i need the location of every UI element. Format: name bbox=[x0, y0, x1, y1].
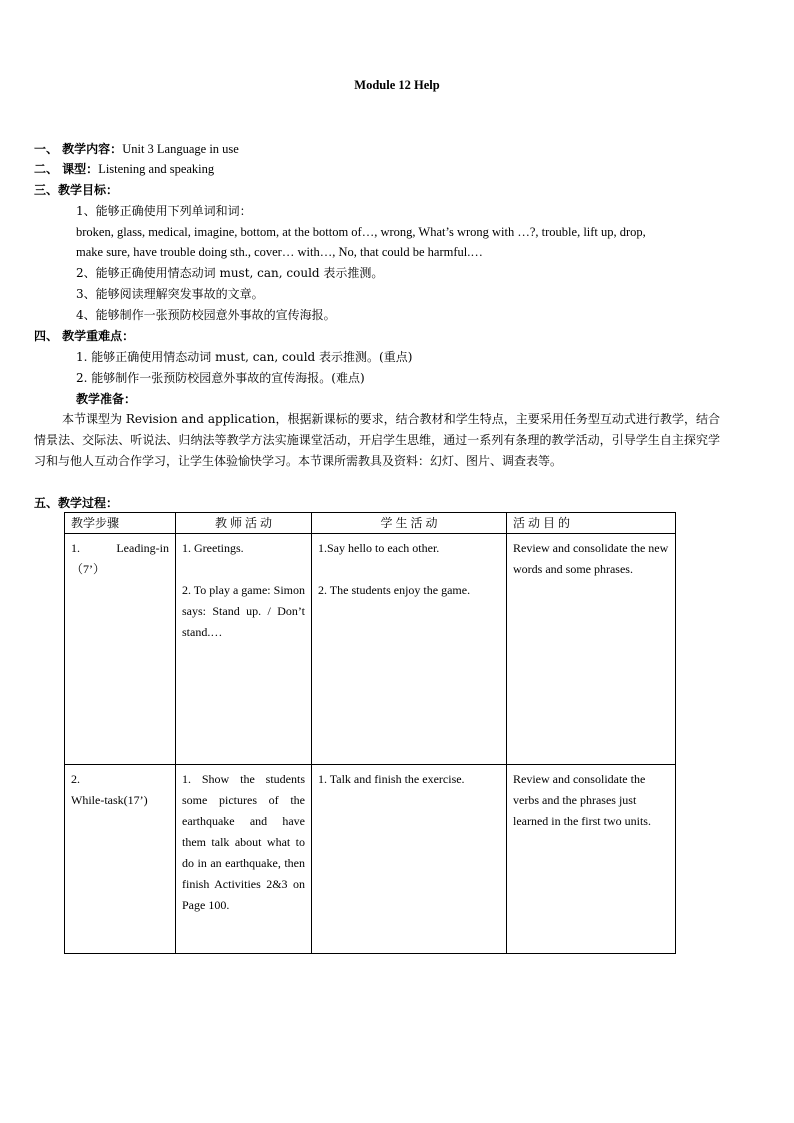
header-teacher: 教 师 活 动 bbox=[176, 513, 312, 534]
key-point-1: 1. 能够正确使用情态动词 must, can, could 表示推测。(重点) bbox=[76, 350, 413, 364]
table-row bbox=[65, 765, 676, 954]
header-step: 教学步骤 bbox=[65, 513, 176, 534]
section-goals bbox=[34, 180, 118, 200]
section-process bbox=[34, 493, 118, 513]
vocab-line-2: make sure, have trouble doing sth., cover… with…, No, that could be harmful.… bbox=[76, 245, 483, 259]
section-type bbox=[34, 159, 214, 179]
goals-label: 三、教学目标： bbox=[34, 183, 119, 197]
process-table bbox=[64, 512, 676, 954]
prep-paragraph: 本节课型为 Revision and application，根据新课标的要求，结合教材和学生特点，主要采用任务型互动式进行教学，结合情景法、交际法、听说法、归纳法等教学方法实施课堂活动，开启学生思维，通过一系列有条理的教学活动，引导学生自主探究学习和与他人互动合作学习，让学生体验愉快学习。本节课所需教具及资料：幻灯、图片、调查表等。 bbox=[34, 412, 720, 468]
prep-label: 教学准备： bbox=[76, 392, 137, 406]
section-prep bbox=[76, 389, 136, 409]
student-cell: 1. Talk and finish the exercise. bbox=[312, 765, 507, 954]
table-row bbox=[65, 534, 676, 765]
step-name: While-task(17’) bbox=[71, 793, 148, 807]
purpose-cell: Review and consolidate the new words and some phrases. bbox=[507, 534, 676, 765]
header-student: 学 生 活 动 bbox=[312, 513, 507, 534]
section-key-points bbox=[34, 326, 134, 346]
goal-3: 3、能够阅读理解突发事故的文章。 bbox=[76, 287, 264, 301]
process-label: 五、教学过程： bbox=[34, 496, 119, 510]
content-value: Unit 3 Language in use bbox=[122, 142, 239, 156]
type-label: 二、 课型： bbox=[34, 162, 99, 176]
step-cell bbox=[65, 765, 176, 954]
step-number: 2. bbox=[71, 772, 80, 786]
goal-4: 4、能够制作一张预防校园意外事故的宣传海报。 bbox=[76, 308, 336, 322]
goal-2: 2、能够正确使用情态动词 must, can, could 表示推测。 bbox=[76, 266, 384, 280]
goal-1: 1、能够正确使用下列单词和词： bbox=[76, 204, 252, 218]
section-content bbox=[34, 139, 239, 159]
teacher-cell: 1. Show the students some pictures of the earthquake and have them talk about what to do in an earthquake, then finish Activities 2&3 on Page 100. bbox=[176, 765, 312, 954]
key-point-2: 2. 能够制作一张预防校园意外事故的宣传海报。(难点) bbox=[76, 371, 365, 385]
header-purpose: 活 动 目 的 bbox=[507, 513, 676, 534]
purpose-cell: Review and consolidate the verbs and the phrases just learned in the first two units. bbox=[507, 765, 676, 954]
step-time: （7’） bbox=[71, 562, 105, 576]
step-name: Leading-in bbox=[116, 541, 169, 555]
table-header-row bbox=[65, 513, 676, 534]
document-title: Module 12 Help bbox=[354, 78, 440, 92]
step-number: 1. bbox=[71, 541, 80, 555]
content-label: 一、 教学内容： bbox=[34, 142, 123, 156]
teacher-cell bbox=[176, 534, 312, 765]
key-label: 四、 教学重难点： bbox=[34, 329, 135, 343]
student-cell bbox=[312, 534, 507, 765]
vocab-line-1: broken, glass, medical, imagine, bottom, at the bottom of…, wrong, What’s wrong with …?, trouble, lift up, drop, bbox=[76, 225, 646, 239]
step-cell bbox=[65, 534, 176, 765]
teacher-activity-1: 1. Greetings. bbox=[182, 541, 244, 555]
teacher-activity-2: 2. To play a game: Simon says: Stand up. / Don’t stand.… bbox=[182, 583, 305, 639]
student-activity-2: 2. The students enjoy the game. bbox=[318, 583, 471, 597]
type-value: Listening and speaking bbox=[98, 162, 215, 176]
step-title bbox=[71, 538, 169, 559]
student-activity-1: 1.Say hello to each other. bbox=[318, 541, 440, 555]
